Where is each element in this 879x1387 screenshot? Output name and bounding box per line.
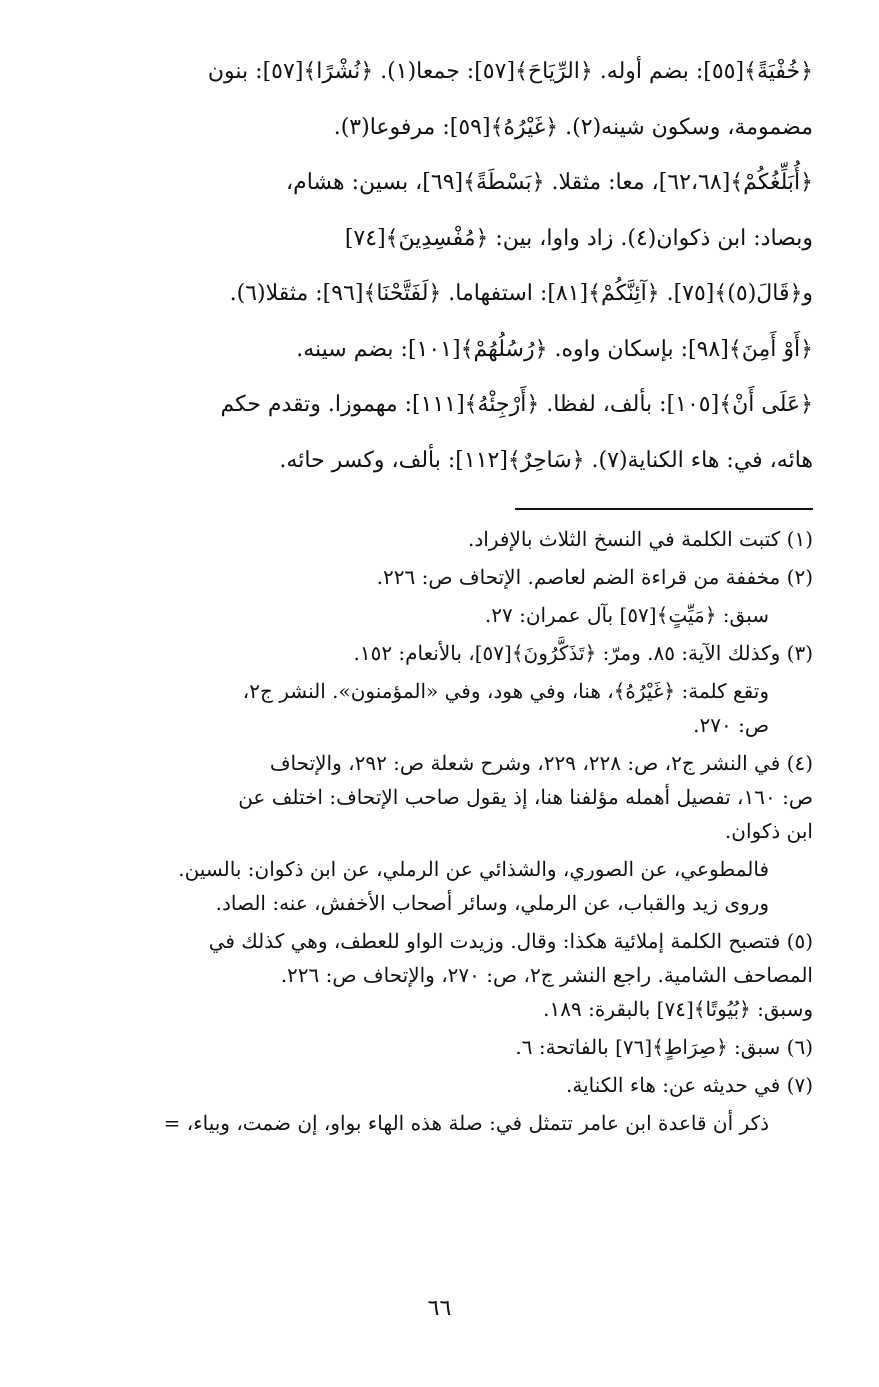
main-line: وبصاد: ابن ذكوان(٤). زاد واوا، بين: ﴿مُفْسِدِينَ﴾[٧٤] — [344, 225, 813, 251]
main-line: و﴿قَالَ(٥)﴾[٧٥]. ﴿آئِنَّكُمْ﴾[٨١]: استفهاما. ﴿لَفَتَّحْنَا﴾[٩٦]: مثقلا(٦). — [229, 281, 813, 306]
footnote-line: (٤) في النشر ج٢، ص: ٢٢٨، ٢٢٩، وشرح شعلة ص: ٢٩٢، والإتحاف — [269, 751, 813, 775]
main-line: ﴿عَلَى أَنْ﴾[١٠٥]: بألف، لفظا. ﴿أَرْجِئْهُ﴾[١١١]: مهموزا. وتقدم حكم — [220, 392, 813, 417]
main-line: هائه، في: هاء الكناية(٧). ﴿سَاحِرٌ﴾[١١٢]: بألف، وكسر حائه. — [279, 447, 813, 473]
footnote-line: (٧) في حديثه عن: هاء الكناية. — [566, 1073, 813, 1097]
footnote-line: ذكر أن قاعدة ابن عامر تتمثل في: صلة هذه الهاء بواو، إن ضمت، وبياء، = — [163, 1111, 769, 1135]
main-line: مضمومة، وسكون شينه(٢). ﴿غَيْرُهُ﴾[٥٩]: مرفوعا(٣). — [333, 114, 813, 140]
footnote-line: فالمطوعي، عن الصوري، والشذائي عن الرملي، عن ابن ذكوان: بالسين. — [178, 857, 769, 881]
page-number: ٦٦ — [427, 1296, 452, 1321]
footnote-line: ص: ١٦٠، تفصيل أهمله مؤلفنا هنا، إذ يقول صاحب الإتحاف: اختلف عن — [238, 785, 813, 809]
footnote-line: سبق: ﴿مَيِّتٍ﴾[٥٧] بآل عمران: ٢٧. — [484, 603, 769, 627]
footnote-line: (٥) فتصبح الكلمة إملائية هكذا: وقال. وزيدت الواو للعطف، وهي كذلك في — [208, 929, 813, 953]
footnote-line: (٢) مخففة من قراءة الضم لعاصم. الإتحاف ص: ٢٢٦. — [376, 565, 813, 589]
footnote-line: (٣) وكذلك الآية: ٨٥. ومرّ: ﴿تَذَكَّرُونَ﴾[٥٧]، بالأنعام: ١٥٢. — [353, 641, 813, 665]
main-line: ﴿خُفْيَةً﴾[٥٥]: بضم أوله. ﴿الرِّيَاحَ﴾[٥٧]: جمعا(١). ﴿نُشْرًا﴾[٥٧]: بنون — [207, 59, 813, 84]
footnote-line: ابن ذكوان. — [724, 819, 813, 843]
footnote — [64, 636, 813, 670]
footnote — [64, 1030, 813, 1064]
footnote-line: وروى زيد والقباب، عن الرملي، وسائر أصحاب الأخفش، عنه: الصاد. — [215, 891, 769, 915]
footnote-line: وتقع كلمة: ﴿غَيْرُهُ﴾، هنا، وفي هود، وفي «المؤمنون». النشر ج٢، — [242, 679, 769, 703]
footnote — [64, 852, 813, 920]
footnote-separator — [515, 508, 813, 510]
footnote — [64, 746, 813, 848]
footnote-line: ص: ٢٧٠. — [693, 713, 769, 737]
footnote-line: (١) كتبت الكلمة في النسخ الثلاث بالإفراد. — [468, 527, 813, 551]
footnotes — [64, 522, 813, 1140]
footnote — [64, 1106, 813, 1140]
footnote — [64, 1068, 813, 1102]
main-text — [64, 44, 813, 488]
footnote — [64, 598, 813, 632]
footnote — [64, 560, 813, 594]
footnote — [64, 522, 813, 556]
footnote-line: (٦) سبق: ﴿صِرَاطٍ﴾[٧٦] بالفاتحة: ٦. — [515, 1035, 813, 1059]
footnote — [64, 924, 813, 1026]
footnote-line: المصاحف الشامية. راجع النشر ج٢، ص: ٢٧٠، والإتحاف ص: ٢٢٦. — [280, 963, 813, 987]
main-line: ﴿أَوْ أَمِنَ﴾[٩٨]: بإسكان واوه. ﴿رُسُلُهُمْ﴾[١٠١]: بضم سينه. — [296, 336, 813, 362]
footnote-line: وسبق: ﴿بُيُوتًا﴾[٧٤] بالبقرة: ١٨٩. — [543, 997, 813, 1021]
main-line: ﴿أُبَلِّغُكُمْ﴾[٦٢،٦٨]، معا: مثقلا. ﴿بَسْطَةً﴾[٦٩]، بسين: هشام، — [286, 170, 813, 195]
footnote — [64, 674, 813, 742]
